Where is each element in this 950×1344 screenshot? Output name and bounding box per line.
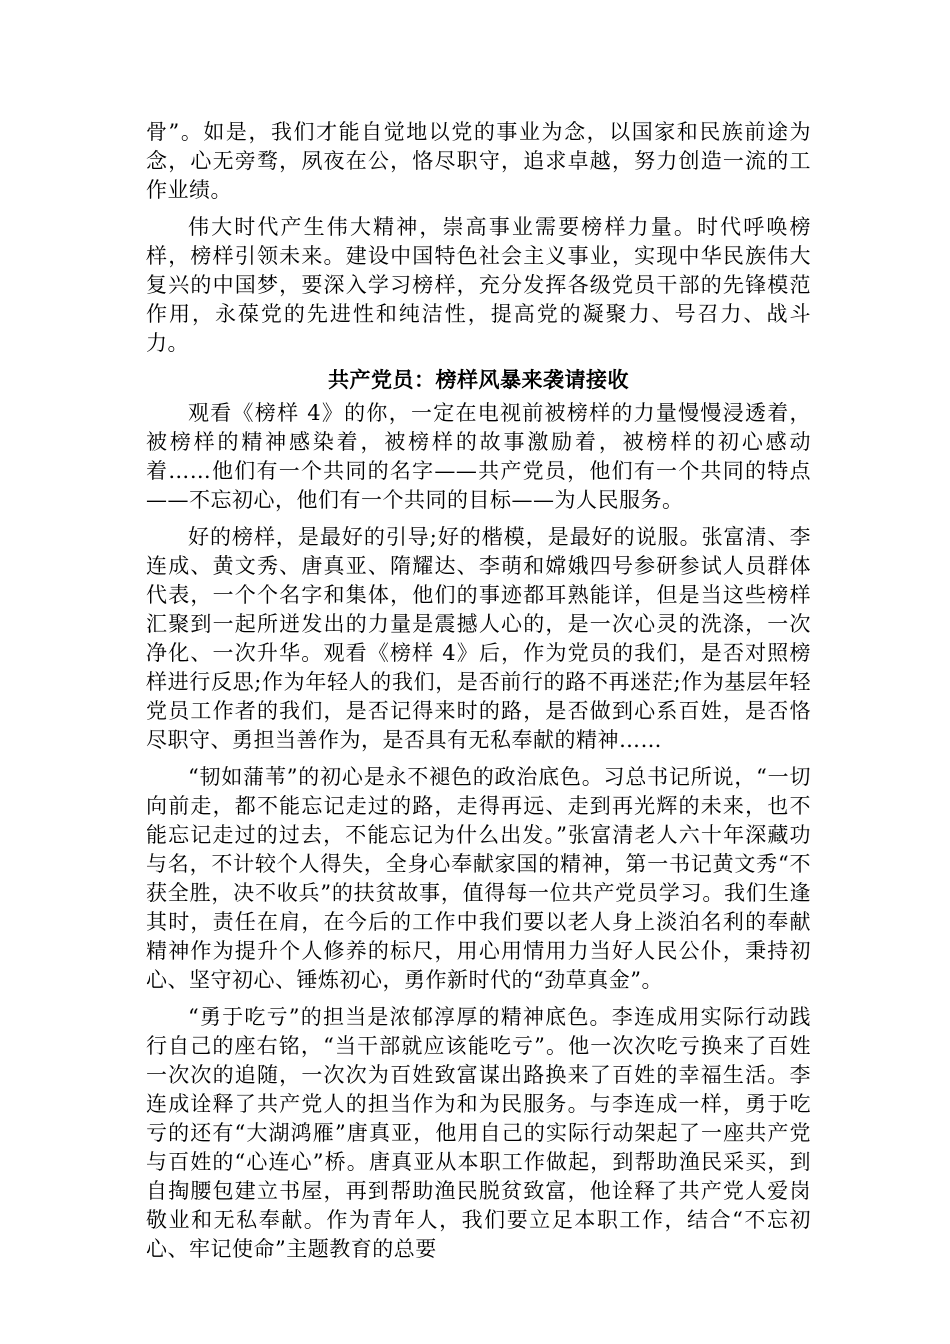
paragraph-section-4: “勇于吃亏”的担当是浓郁淳厚的精神底色。李连成用实际行动践行自己的座右铭，“当干部就应该能吃亏”。他一次次吃亏换来了百姓一次次的追随，一次次为百姓致富谋出路换来了百姓的幸福生活。李连成诠释了共产党人的担当作为和为民服务。与李连成一样，勇于吃亏的还有“大湖鸿雁”唐真亚，他用自己的实际行动架起了一座共产党与百姓的“心连心”桥。唐真亚从本职工作做起，到帮助渔民采买，到自掏腰包建立书屋，再到帮助渔民脱贫致富，他诠释了共产党人爱岗敬业和无私奉献。作为青年人，我们要立足本职工作，结合“不忘初心、牢记使命”主题教育的总要 <box>146 1005 811 1261</box>
paragraph-section-2: 好的榜样，是最好的引导;好的楷模，是最好的说服。张富清、李连成、黄文秀、唐真亚、隋耀达、李萌和嫦娥四号参研参试人员群体代表，一个个名字和集体，他们的事迹都耳熟能详，但是当这些榜样汇聚到一起所迸发出的力量是震撼人心的，是一次心灵的洗涤，一次净化、一次升华。观看《榜样 4》后，作为党员的我们，是否对照榜样进行反思;作为年轻人的我们，是否前行的路不再迷茫;作为基层年轻党员工作者的我们，是否记得来时的路，是否做到心系百姓，是否恪尽职守、勇担当善作为，是否具有无私奉献的精神…… <box>146 525 811 752</box>
paragraph-section-3: “韧如蒲苇”的初心是永不褪色的政治底色。习总书记所说，“一切向前走，都不能忘记走过的路，走得再远、走到再光辉的未来，也不能忘记走过的过去，不能忘记为什么出发。”张富清老人六十年深藏功与名，不计较个人得失，全身心奉献家国的精神，第一书记黄文秀“不获全胜，决不收兵”的扶贫故事，值得每一位共产党员学习。我们生逢其时，责任在肩，在今后的工作中我们要以老人身上淡泊名利的奉献精神作为提升个人修养的标尺，用心用情用力当好人民公仆，秉持初心、坚守初心、锤炼初心，勇作新时代的“劲草真金”。 <box>146 765 811 992</box>
paragraph-intro-1: 骨”。如是，我们才能自觉地以党的事业为念，以国家和民族前途为念，心无旁骛，夙夜在公，恪尽职守，追求卓越，努力创造一流的工作业绩。 <box>146 120 811 202</box>
section-title: 共产党员：榜样风暴来袭请接收 <box>328 368 629 392</box>
paragraph-section-1: 观看《榜样 4》的你，一定在电视前被榜样的力量慢慢浸透着，被榜样的精神感染着，被榜样的故事激励着，被榜样的初心感动着……他们有一个共同的名字——共产党员，他们有一个共同的特点——不忘初心，他们有一个共同的目标——为人民服务。 <box>146 401 811 512</box>
document-body <box>146 118 811 1272</box>
paragraph-intro-2: 伟大时代产生伟大精神，崇高事业需要榜样力量。时代呼唤榜样，榜样引领未来。建设中国特色社会主义事业，实现中华民族伟大复兴的中国梦，要深入学习榜样，充分发挥各级党员干部的先锋模范作用，永葆党的先进性和纯洁性，提高党的凝聚力、号召力、战斗力。 <box>146 215 811 355</box>
